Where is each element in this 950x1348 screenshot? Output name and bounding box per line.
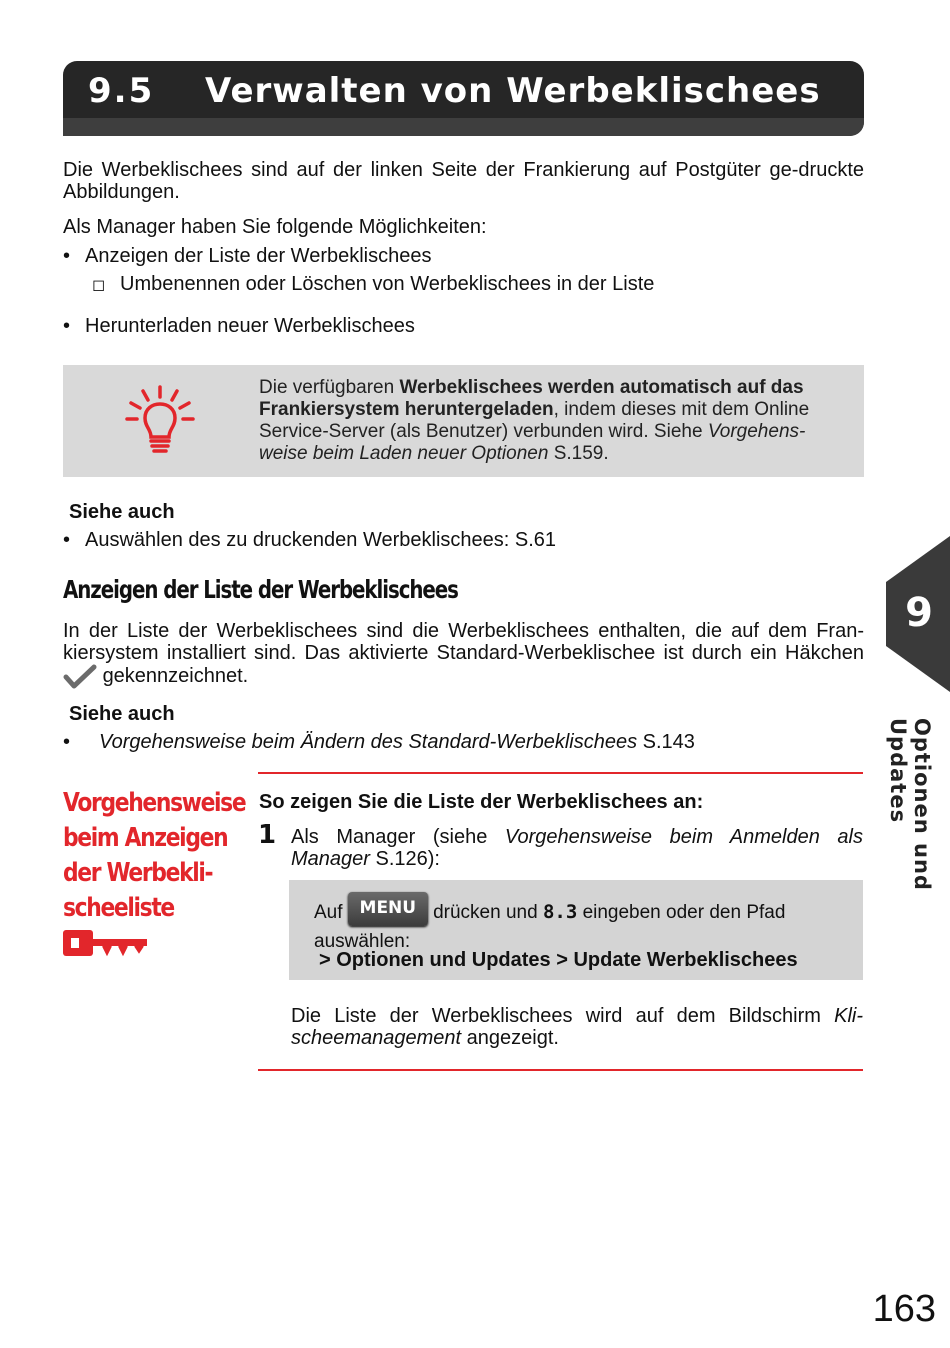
checkbox-bullet-icon: ◻ [92,277,106,294]
see-also-heading: Siehe auch [69,501,175,523]
tip-text: Die verfügbaren Werbeklischees werden automatisch auf das Frankiersystem heruntergeladen, indem dieses mit dem Online Service-Server (als Benutzer) verbunden wird. Siehe Vorgehens-weise beim Laden neuer Optionen S.159. [259,377,810,464]
step-text: Als Manager (siehe Vorgehensweise beim Anmelden als Manager S.126): [291,826,863,870]
key-icon [63,928,149,958]
menu-path: > Optionen und Updates > Update Werbeklischees [319,949,798,971]
menu-code: 8.3 [542,901,578,924]
see-also-page: S.143 [637,731,695,753]
section-title: Verwalten von Werbeklischees [205,71,821,111]
chapter-tab [886,536,950,692]
see-also-item[interactable] [63,529,556,551]
instruction-text: Auf MENU drücken und 8.3 eingeben oder den Pfad auswählen: [314,896,854,954]
divider [258,772,863,774]
step-number: 1 [258,820,277,850]
procedure-heading: So zeigen Sie die Liste der Werbeklischees an: [259,791,704,813]
list-item-text: Herunterladen neuer Werbeklischees [85,315,415,337]
chapter-number: 9 [905,590,933,636]
intro-lead: Als Manager haben Sie folgende Möglichkeiten: [63,216,487,238]
instruction-box [289,880,863,980]
section-header [63,61,864,136]
see-also-link[interactable]: Auswählen des zu druckenden Werbeklischees: S.61 [85,529,557,551]
divider [258,1069,863,1071]
sub-list-item [92,273,654,297]
page-number: 163 [872,1288,936,1330]
bullet-icon: • [63,529,71,551]
see-also-item[interactable] [63,731,695,753]
list-item [63,245,431,267]
intro-paragraph: Die Werbeklischees sind auf der linken Seite der Frankierung auf Postgüter ge-druckte Abbildungen. [63,159,864,203]
header-band [63,118,864,136]
bullet-icon: • [63,315,71,337]
see-also-link[interactable]: Vorgehensweise beim Ändern des Standard-Werbeklischees [99,731,638,753]
list-item [63,315,415,337]
tip-box [63,365,864,477]
section-number: 9.5 [88,71,155,111]
menu-button[interactable]: MENU [348,892,428,926]
subsection-title: Anzeigen der Liste der Werbeklischees [63,575,458,604]
procedure-title: Vorgehensweise beim Anzeigen der Werbekli- scheeliste [63,788,246,923]
see-also-heading: Siehe auch [69,703,175,725]
bullet-icon: • [63,731,71,753]
lightbulb-icon [125,385,195,457]
list-item-text: Umbenennen oder Löschen von Werbeklischees in der Liste [120,273,655,295]
list-item-text: Anzeigen der Liste der Werbeklischees [85,245,432,267]
checkmark-icon [63,664,97,690]
result-text: Die Liste der Werbeklischees wird auf dem Bildschirm Kli-scheemanagement angezeigt. [291,1005,863,1049]
chapter-label: Optionen und Updates [886,718,934,891]
subsection-paragraph: In der Liste der Werbeklischees sind die Werbeklischees enthalten, die auf dem Fran-kiersystem installiert sind. Das aktivierte Standard-Werbeklischee ist durch ein Häkchen gekennzeichnet. [63,620,864,690]
bullet-icon: • [63,245,71,267]
